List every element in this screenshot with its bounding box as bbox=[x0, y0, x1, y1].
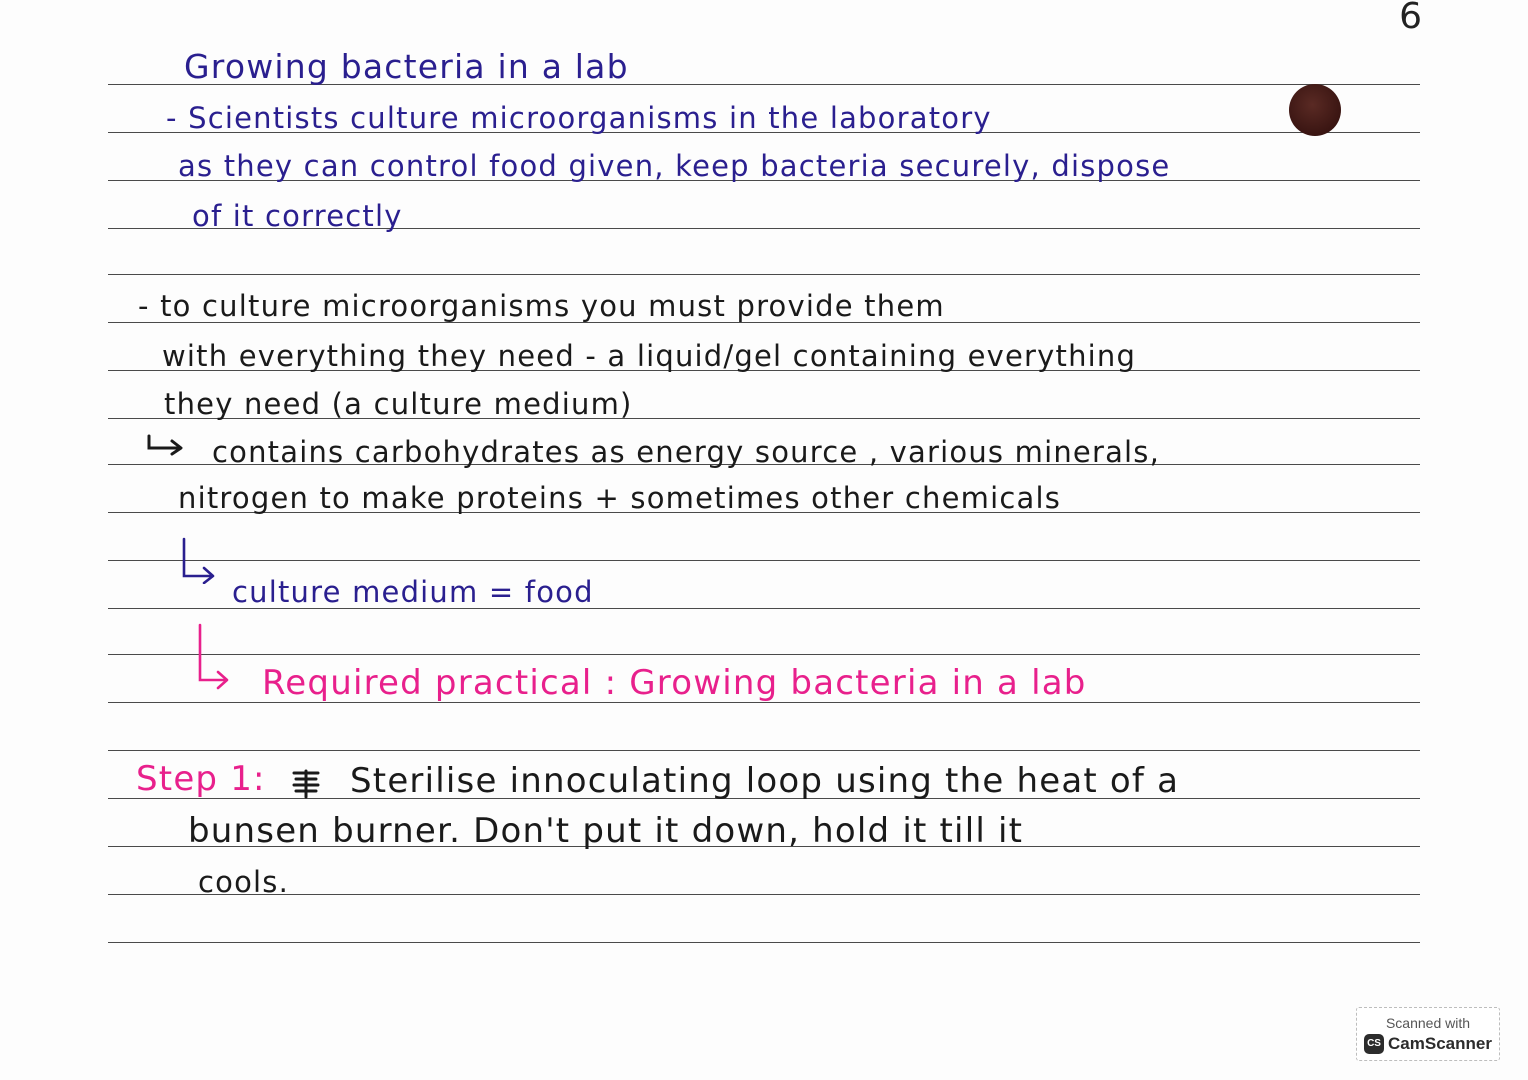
corner-arrow-icon bbox=[190, 622, 234, 690]
hook-arrow-icon bbox=[146, 432, 188, 456]
ruled-line bbox=[108, 654, 1420, 655]
note-line: with everything they need - a liquid/gel containing everything bbox=[162, 339, 1137, 373]
note-line: cools. bbox=[198, 865, 290, 899]
practical-heading: Required practical : Growing bacteria in a lab bbox=[262, 663, 1087, 703]
watermark-brand-name: CamScanner bbox=[1388, 1034, 1492, 1053]
scribble-mark-icon bbox=[290, 768, 322, 800]
note-line: nitrogen to make proteins + sometimes other chemicals bbox=[178, 481, 1062, 515]
watermark-caption: Scanned with bbox=[1385, 1015, 1471, 1031]
note-line: - to culture microorganisms you must provide them bbox=[138, 289, 945, 323]
watermark-brand bbox=[1357, 1034, 1499, 1054]
note-line: they need (a culture medium) bbox=[164, 387, 633, 421]
note-line: culture medium = food bbox=[232, 575, 594, 609]
ruled-line bbox=[108, 274, 1420, 275]
ruled-line bbox=[108, 894, 1420, 895]
note-line: bunsen burner. Don't put it down, hold it till it bbox=[188, 811, 1024, 851]
camscanner-watermark bbox=[1356, 1007, 1500, 1061]
corner-arrow-icon bbox=[176, 536, 220, 584]
note-line: Sterilise innoculating loop using the heat of a bbox=[350, 761, 1180, 801]
note-line: contains carbohydrates as energy source , various minerals, bbox=[212, 435, 1161, 469]
note-line: of it correctly bbox=[192, 199, 403, 233]
page-number: 6 bbox=[1399, 0, 1422, 37]
note-line: - Scientists culture microorganisms in the laboratory bbox=[166, 101, 992, 135]
note-line: as they can control food given, keep bacteria securely, dispose bbox=[178, 149, 1171, 183]
ruled-line bbox=[108, 942, 1420, 943]
ruled-line bbox=[108, 560, 1420, 561]
binder-hole bbox=[1289, 84, 1341, 136]
step-label: Step 1: bbox=[136, 759, 266, 799]
camscanner-logo-icon: CS bbox=[1364, 1034, 1384, 1054]
ruled-line bbox=[108, 750, 1420, 751]
notes-title: Growing bacteria in a lab bbox=[184, 47, 629, 86]
